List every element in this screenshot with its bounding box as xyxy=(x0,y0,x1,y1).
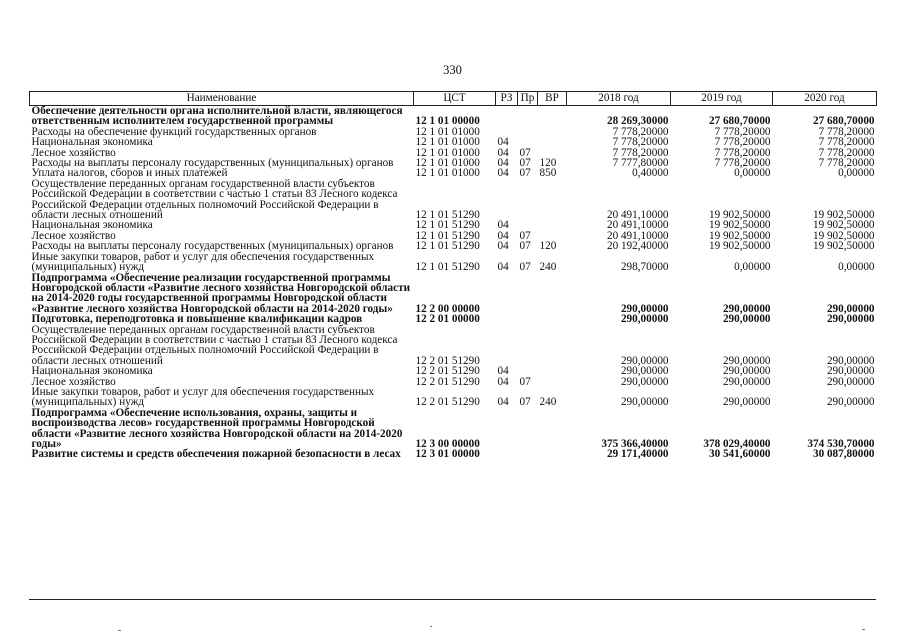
row-rz xyxy=(496,106,518,127)
row-value-2018: 20 491,10000 xyxy=(606,209,669,222)
row-cst: 12 1 01 01000 xyxy=(415,157,480,170)
header-rz: РЗ xyxy=(496,92,518,106)
scan-mark xyxy=(862,629,865,630)
row-name: Лесное хозяйство xyxy=(31,146,116,159)
row-value-2018: 290,00000 xyxy=(620,396,669,409)
row-value-2019: 19 902,50000 xyxy=(708,229,771,242)
row-value-2020: 7 778,20000 xyxy=(818,136,875,149)
header-vr: ВР xyxy=(538,92,567,106)
row-value-2019: 7 778,20000 xyxy=(714,136,771,149)
row-vr xyxy=(538,273,567,315)
row-value-2018: 290,00000 xyxy=(620,365,669,378)
row-vr xyxy=(538,408,567,450)
row-name: Осуществление переданных органам государственной власти субъектов Российской Федерации в соответствии с частью 1 статьи 83 Лесного кодекса Российской Федерации отдельных полномочий Российской Федерации в области лесных отношений xyxy=(31,177,398,222)
table-bottom-rule xyxy=(29,599,876,600)
row-value-2019: 7 778,20000 xyxy=(714,146,771,159)
row-cst: 12 1 01 51290 xyxy=(415,240,480,253)
row-vr: 120 xyxy=(539,157,557,170)
row-vr xyxy=(538,377,567,387)
row-name: Подпрограмма «Обеспечение использования, охраны, защиты и воспроизводства лесов» государственной программы Новгородской области «Развитие лесного хозяйства Новгородской области на 2014-2020 годы» xyxy=(31,406,403,450)
row-rz xyxy=(496,179,518,221)
row-vr: 240 xyxy=(539,261,557,274)
row-value-2018: 290,00000 xyxy=(620,313,669,326)
row-value-2019: 290,00000 xyxy=(722,375,771,388)
row-value-2020: 290,00000 xyxy=(826,302,875,315)
row-vr xyxy=(538,106,567,127)
row-value-2020: 0,00000 xyxy=(838,167,875,180)
row-value-2020: 19 902,50000 xyxy=(812,229,875,242)
row-value-2020: 374 530,70000 xyxy=(807,438,875,450)
table-row xyxy=(30,408,877,450)
row-value-2020: 7 778,20000 xyxy=(818,157,875,170)
row-vr xyxy=(538,325,567,367)
row-value-2020: 30 087,80000 xyxy=(812,448,875,461)
row-value-2020: 0,00000 xyxy=(838,261,875,274)
row-name: Осуществление переданных органам государственной власти субъектов Российской Федерации в соответствии с частью 1 статьи 83 Лесного кодекса Российской Федерации отдельных полномочий Российской Федерации в области лесных отношений xyxy=(31,323,398,367)
row-value-2020: 19 902,50000 xyxy=(812,219,875,232)
table-row xyxy=(30,179,877,221)
row-name: Расходы на выплаты персоналу государственных (муниципальных) органов xyxy=(31,240,394,253)
row-value-2020: 290,00000 xyxy=(826,365,875,378)
row-value-2019: 290,00000 xyxy=(722,302,771,315)
scan-mark xyxy=(118,630,121,631)
row-vr xyxy=(538,220,567,230)
row-value-2020: 290,00000 xyxy=(826,354,875,367)
row-value-2019: 7 778,20000 xyxy=(714,125,771,138)
row-name: Расходы на выплаты персоналу государственных (муниципальных) органов xyxy=(31,157,394,170)
row-value-2018: 375 366,40000 xyxy=(601,438,669,450)
header-2020: 2020 год xyxy=(773,92,877,106)
row-cst: 12 1 01 01000 xyxy=(415,125,480,138)
row-value-2019: 290,00000 xyxy=(722,313,771,326)
row-value-2019: 378 029,40000 xyxy=(703,438,771,450)
row-value-2019: 0,00000 xyxy=(734,261,771,274)
row-pr: 07 xyxy=(519,146,531,159)
row-value-2018: 7 777,80000 xyxy=(612,157,669,170)
row-name: Лесное хозяйство xyxy=(31,375,116,388)
row-rz: 04 xyxy=(497,136,509,149)
row-cst: 12 2 01 51290 xyxy=(415,354,480,367)
row-cst: 12 3 01 00000 xyxy=(415,448,480,461)
row-rz: 04 xyxy=(497,365,509,378)
row-name: Расходы на обеспечение функций государственных органов xyxy=(31,125,317,138)
row-value-2018: 29 171,40000 xyxy=(606,448,669,461)
row-value-2018: 20 491,10000 xyxy=(606,219,669,232)
page-number: 330 xyxy=(443,63,462,77)
row-value-2018: 20 491,10000 xyxy=(606,229,669,242)
row-pr xyxy=(518,127,538,137)
row-cst: 12 1 01 51290 xyxy=(415,219,480,232)
header-pr: Пр xyxy=(518,92,538,106)
row-rz xyxy=(496,273,518,315)
row-name: Подготовка, переподготовка и повышение квалификации кадров xyxy=(31,313,363,326)
header-name: Наименование xyxy=(30,92,414,106)
row-value-2019: 290,00000 xyxy=(722,354,771,367)
row-cst: 12 1 01 01000 xyxy=(415,167,480,180)
row-pr xyxy=(518,106,538,127)
row-value-2018: 20 192,40000 xyxy=(606,240,669,253)
row-value-2019: 7 778,20000 xyxy=(714,157,771,170)
row-rz xyxy=(496,408,518,450)
table-row xyxy=(30,106,877,127)
row-name: Обеспечение деятельности органа исполнительной власти, являющегося ответственным исполнителем государственной программы xyxy=(31,105,403,128)
row-name: Национальная экономика xyxy=(31,219,153,232)
row-vr: 240 xyxy=(539,396,557,409)
row-cst: 12 1 01 00000 xyxy=(415,115,480,128)
row-name: Лесное хозяйство xyxy=(31,229,116,242)
row-pr: 07 xyxy=(519,229,531,242)
row-value-2020: 19 902,50000 xyxy=(812,240,875,253)
row-cst: 12 1 01 01000 xyxy=(415,136,480,149)
row-cst: 12 2 01 51290 xyxy=(415,365,480,378)
table-row xyxy=(30,273,877,315)
row-pr xyxy=(518,366,538,376)
row-value-2020: 7 778,20000 xyxy=(818,125,875,138)
row-rz: 04 xyxy=(497,157,509,170)
row-value-2018: 7 778,20000 xyxy=(612,146,669,159)
scan-mark xyxy=(430,626,432,627)
header-2018: 2018 год xyxy=(567,92,671,106)
row-rz: 04 xyxy=(497,375,509,388)
row-value-2018: 290,00000 xyxy=(620,375,669,388)
row-cst: 12 1 01 01000 xyxy=(415,146,480,159)
row-rz: 04 xyxy=(497,229,509,242)
row-value-2018: 298,70000 xyxy=(620,261,669,274)
row-value-2019: 290,00000 xyxy=(722,396,771,409)
row-vr xyxy=(538,179,567,221)
row-pr xyxy=(518,314,538,324)
row-name: Иные закупки товаров, работ и услуг для обеспечения государственных (муниципальных) нужд xyxy=(31,250,375,274)
row-pr: 07 xyxy=(519,261,531,274)
row-rz xyxy=(496,449,518,459)
row-value-2018: 0,40000 xyxy=(632,167,669,180)
table-row xyxy=(30,325,877,367)
row-vr: 120 xyxy=(539,240,557,253)
row-cst: 12 1 01 51290 xyxy=(415,261,480,274)
row-rz: 04 xyxy=(497,219,509,232)
row-value-2019: 290,00000 xyxy=(722,365,771,378)
row-name: Иные закупки товаров, работ и услуг для обеспечения государственных (муниципальных) нужд xyxy=(31,385,375,409)
header-cst: ЦСТ xyxy=(414,92,496,106)
row-rz xyxy=(496,314,518,324)
table-row xyxy=(30,387,877,408)
row-cst: 12 3 00 00000 xyxy=(415,438,480,450)
row-pr xyxy=(518,179,538,221)
table-row xyxy=(30,449,877,459)
table-row xyxy=(30,366,877,376)
row-value-2018: 28 269,30000 xyxy=(606,115,669,128)
table-body xyxy=(30,106,877,460)
row-value-2019: 19 902,50000 xyxy=(708,209,771,222)
row-pr: 07 xyxy=(519,375,531,388)
row-vr: 850 xyxy=(539,167,557,180)
row-value-2019: 30 541,60000 xyxy=(708,448,771,461)
row-cst: 12 1 01 51290 xyxy=(415,209,480,222)
row-name: Подпрограмма «Обеспечение реализации государственной программы Новгородской области «Развитие лесного хозяйства Новгородской области на 2014-2020 годы государственной программы Новгородской области «Развитие лесного хозяйства Новгородской области на 2014-2020 годы» xyxy=(31,271,411,315)
row-name: Национальная экономика xyxy=(31,136,153,149)
table-row xyxy=(30,252,877,273)
row-pr: 07 xyxy=(519,240,531,253)
row-vr xyxy=(538,366,567,376)
table-row xyxy=(30,314,877,324)
row-pr xyxy=(518,449,538,459)
budget-table xyxy=(29,91,877,460)
row-pr xyxy=(518,273,538,315)
row-value-2019: 19 902,50000 xyxy=(708,219,771,232)
row-value-2018: 290,00000 xyxy=(620,302,669,315)
row-rz: 04 xyxy=(497,396,509,409)
row-vr xyxy=(538,127,567,137)
row-pr xyxy=(518,325,538,367)
row-rz: 04 xyxy=(497,240,509,253)
row-value-2018: 7 778,20000 xyxy=(612,125,669,138)
row-value-2019: 27 680,70000 xyxy=(708,115,771,128)
row-value-2020: 290,00000 xyxy=(826,396,875,409)
header-2019: 2019 год xyxy=(671,92,773,106)
row-value-2020: 290,00000 xyxy=(826,375,875,388)
row-vr xyxy=(538,137,567,147)
table-header-row xyxy=(30,92,877,106)
row-cst: 12 2 00 00000 xyxy=(415,302,480,315)
row-value-2020: 27 680,70000 xyxy=(812,115,875,128)
row-value-2019: 19 902,50000 xyxy=(708,240,771,253)
row-value-2019: 0,00000 xyxy=(734,167,771,180)
row-value-2018: 7 778,20000 xyxy=(612,136,669,149)
row-pr: 07 xyxy=(519,157,531,170)
row-cst: 12 1 01 51290 xyxy=(415,229,480,242)
row-pr: 07 xyxy=(519,167,531,180)
row-cst: 12 2 01 00000 xyxy=(415,313,480,326)
row-rz xyxy=(496,325,518,367)
row-value-2018: 290,00000 xyxy=(620,354,669,367)
row-pr xyxy=(518,408,538,450)
row-name: Уплата налогов, сборов и иных платежей xyxy=(31,167,228,180)
row-value-2020: 290,00000 xyxy=(826,313,875,326)
row-cst: 12 2 01 51290 xyxy=(415,375,480,388)
row-pr: 07 xyxy=(519,396,531,409)
row-rz: 04 xyxy=(497,261,509,274)
row-vr xyxy=(538,314,567,324)
row-name: Развитие системы и средств обеспечения пожарной безопасности в лесах xyxy=(31,448,401,461)
row-vr xyxy=(538,449,567,459)
row-value-2020: 19 902,50000 xyxy=(812,209,875,222)
row-rz: 04 xyxy=(497,167,509,180)
row-name: Национальная экономика xyxy=(31,365,153,378)
row-cst: 12 2 01 51290 xyxy=(415,396,480,409)
row-rz: 04 xyxy=(497,146,509,159)
row-value-2020: 7 778,20000 xyxy=(818,146,875,159)
